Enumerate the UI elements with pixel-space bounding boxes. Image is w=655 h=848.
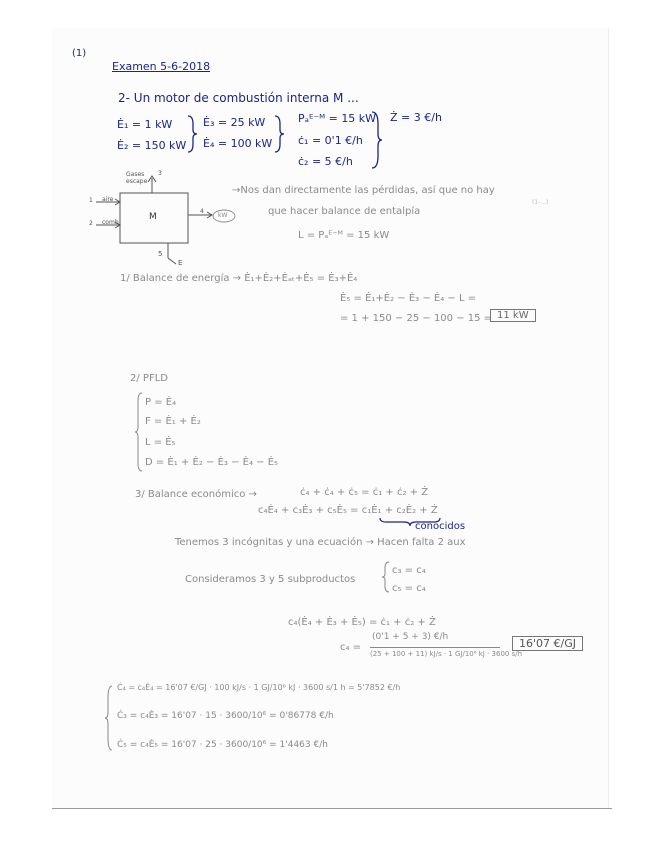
- final-c3-line: Ċ₃ = c₄Ė₃ = 16'07 · 15 · 3600/10⁶ = 0'86778 €/h: [117, 711, 334, 721]
- final-c5-line: Ċ₅ = c₄Ė₅ = 16'07 · 25 · 3600/10⁶ = 1'4463 €/h: [117, 740, 328, 750]
- given-e4: Ė₄ = 100 kW: [203, 137, 273, 150]
- c4-equation: c₄(Ė₄ + Ė₃ + Ė₅) = ċ₁ + ċ₂ + Ż: [288, 617, 436, 628]
- pfld-f: F = Ė₁ + Ė₂: [145, 416, 201, 427]
- margin-pencil-note: (1-...): [532, 199, 549, 206]
- stream-2-label: 2: [89, 220, 93, 227]
- energy-balance-line2: = 1 + 150 − 25 − 100 − 15 =: [340, 313, 493, 324]
- stream-3-label: 3: [158, 170, 162, 177]
- final-c4-line: Ċ₄ = c₄Ė₄ = 16'07 €/GJ · 100 kJ/s · 1 GJ/10⁶ kJ · 3600 s/1 h = 5'7852 €/h: [117, 683, 401, 692]
- economic-balance-heading: 3/ Balance económico →: [135, 489, 257, 500]
- unknowns-note: Tenemos 3 incógnitas y una ecuación → Hacen falta 2 aux: [175, 537, 466, 548]
- given-pa: Pₐᴱ⁻ᴹ = 15 kW: [298, 112, 377, 125]
- stream-4-label: 4: [200, 208, 204, 215]
- stream-1-label: 1: [89, 197, 93, 204]
- problem-statement: 2- Un motor de combustión interna M ...: [118, 91, 359, 105]
- given-e1: Ė₁ = 1 kW: [117, 118, 173, 131]
- gases-label: Gases escape: [126, 171, 148, 185]
- l-equation: L = Pₐᴱ⁻ᴹ = 15 kW: [298, 230, 390, 241]
- given-c1: ċ₁ = 0'1 €/h: [298, 134, 363, 147]
- c4-numerator: (0'1 + 5 + 3) €/h: [372, 632, 449, 642]
- known-label: conocidos: [415, 521, 466, 532]
- c4-result: 16'07 €/GJ: [512, 636, 583, 651]
- pfld-heading: 2/ PFLD: [130, 373, 168, 384]
- stream-5-mark: E: [178, 259, 183, 267]
- stream-2-name: comb: [102, 219, 119, 226]
- stream-5-label: 5: [158, 250, 163, 258]
- losses-note-line2: que hacer balance de entalpía: [268, 206, 421, 217]
- pfld-d: D = Ė₁ + Ė₂ − Ė₃ − Ė₄ − Ė₅: [145, 457, 279, 468]
- economic-balance-eq1: ċ₄ + ċ₄ + ċ₅ = ċ₁ + ċ₂ + Ż: [300, 487, 429, 498]
- stream-1-name: aire: [102, 196, 114, 203]
- energy-balance-result: 11 kW: [490, 309, 536, 322]
- given-e2: Ė₂ = 150 kW: [117, 139, 187, 152]
- c4-label: c₄ =: [340, 642, 362, 653]
- losses-note-line1: →Nos dan directamente las pérdidas, así que no hay: [232, 185, 495, 196]
- given-c2: ċ₂ = 5 €/h: [298, 155, 353, 168]
- aux-equation-2: c₅ = c₄: [392, 583, 426, 594]
- energy-balance-heading: 1/ Balance de energía → Ė₁+Ė₂+Ėₐₜ+Ė₅ = Ė₃+Ė₄: [120, 273, 358, 284]
- subproducts-note: Consideramos 3 y 5 subproductos: [185, 574, 356, 585]
- pfld-l: L = Ė₅: [145, 437, 176, 448]
- economic-balance-eq2: c₄Ė₄ + c₃Ė₃ + c₅Ė₅ = c₁Ė₁ + c₂Ė₂ + Ż: [258, 505, 438, 516]
- energy-balance-line1: Ė₅ = Ė₁+Ė₂ − Ė₃ − Ė₄ − L =: [340, 293, 477, 304]
- given-z: Ż = 3 €/h: [390, 111, 442, 124]
- page-number: (1): [72, 48, 87, 59]
- motor-block-label: M: [149, 212, 157, 222]
- exam-title: Examen 5-6-2018: [112, 60, 211, 73]
- pfld-p: P = Ė₄: [145, 397, 177, 408]
- kw-circle-label: kW: [218, 212, 228, 219]
- aux-equation-1: c₃ = c₄: [392, 565, 426, 576]
- given-e3: Ė₃ = 25 kW: [203, 116, 266, 129]
- c4-denominator: (25 + 100 + 11) kJ/s · 1 GJ/10⁶ kJ · 3600 s/h: [370, 650, 523, 658]
